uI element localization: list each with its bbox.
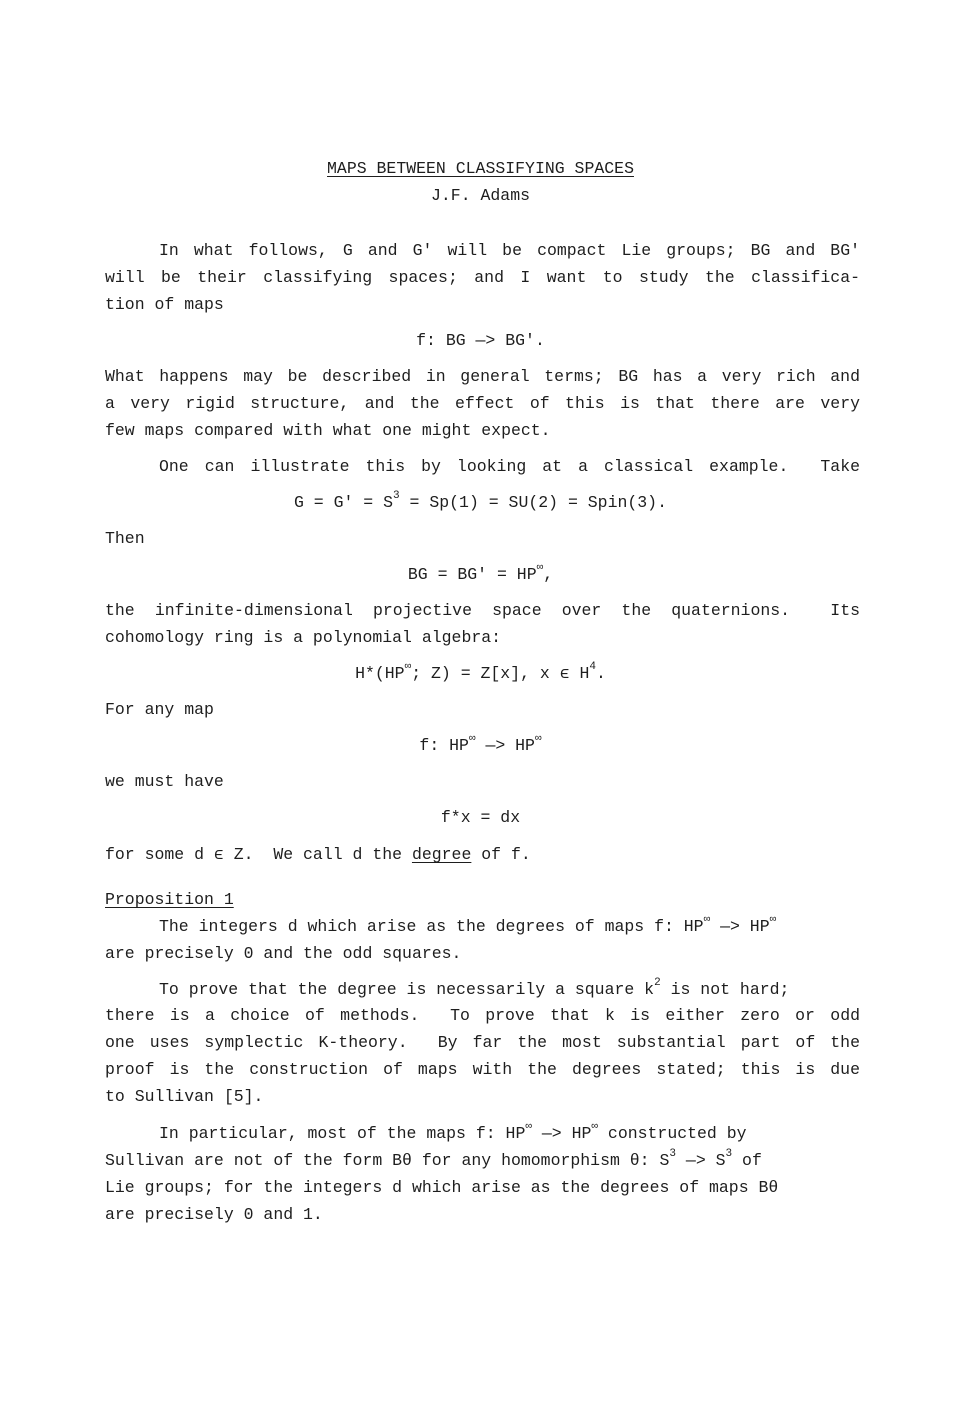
paragraph-1-line-2: will be their classifying spaces; and I want to study the classifica- [105,268,860,287]
proposition-line-1: The integers d which arise as the degrees of maps f: HP∞ —> HP∞ [159,914,777,936]
paragraph-6-line-2: there is a choice of methods. To prove that k is either zero or odd [105,1006,860,1025]
paragraph-2-line-1: What happens may be described in general terms; BG has a very rich and [105,367,860,386]
paper-author: J.F. Adams [430,186,531,205]
paragraph-7-line-2: Sullivan are not of the form Bθ for any homomorphism θ: $S^3$ —> $S^3$ of [105,1148,762,1170]
paragraph-7-line-1: In particular, most of the maps f: HP∞ —> HP∞ constructed by [159,1121,747,1143]
equation-6: f*x = dx [440,808,521,827]
paragraph-7-line-4: are precisely 0 and 1. [105,1205,323,1224]
paper-title: MAPS BETWEEN CLASSIFYING SPACES [327,159,634,178]
equation-4: H*(HP∞; Z) = Z[x], x ϵ $H^4$. [355,661,606,683]
paragraph-2-line-3: few maps compared with what one might expect. [105,421,551,440]
equation-1: f: BG —> BG'. [416,331,545,350]
paragraph-5: for some d ϵ Z. We call d the degree of f. [105,845,531,864]
equation-5: f: HP∞ —> HP∞ [419,733,542,755]
equation-3: BG = BG' = HP∞, [407,562,554,584]
then-text: Then [105,529,145,548]
paragraph-2-line-2: a very rigid structure, and the effect of this is that there are very [105,394,860,413]
equation-2: $G = G' = S^3 = Sp(1) = SU(2)$ = Spin(3). [294,490,667,512]
we-must-have-text: we must have [105,772,224,791]
degree-term: degree [411,845,472,864]
paragraph-1-line-1: In what follows, G and G' will be compact Lie groups; BG and BG' [159,241,860,260]
for-any-map-text: For any map [105,700,214,719]
paragraph-7-line-3: Lie groups; for the integers d which arise as the degrees of maps Bθ [105,1178,779,1197]
proposition-heading: Proposition 1 [105,890,234,909]
paragraph-6-line-5: to Sullivan [5]. [105,1087,264,1106]
paragraph-3-line-1: One can illustrate this by looking at a classical example. Take [159,457,860,476]
paragraph-6-line-4: proof is the construction of maps with the degrees stated; this is due [105,1060,860,1079]
paragraph-4-line-1: the infinite-dimensional projective space over the quaternions. Its [105,601,860,620]
paragraph-6-line-3: one uses symplectic K-theory. By far the most substantial part of the [105,1033,860,1052]
paragraph-1-line-3: tion of maps [105,295,224,314]
proposition-line-2: are precisely 0 and the odd squares. [105,944,462,963]
paragraph-6-line-1: To prove that the degree is necessarily a square $k^2$ is not hard; [159,977,790,999]
paragraph-4-line-2: cohomology ring is a polynomial algebra: [105,628,502,647]
